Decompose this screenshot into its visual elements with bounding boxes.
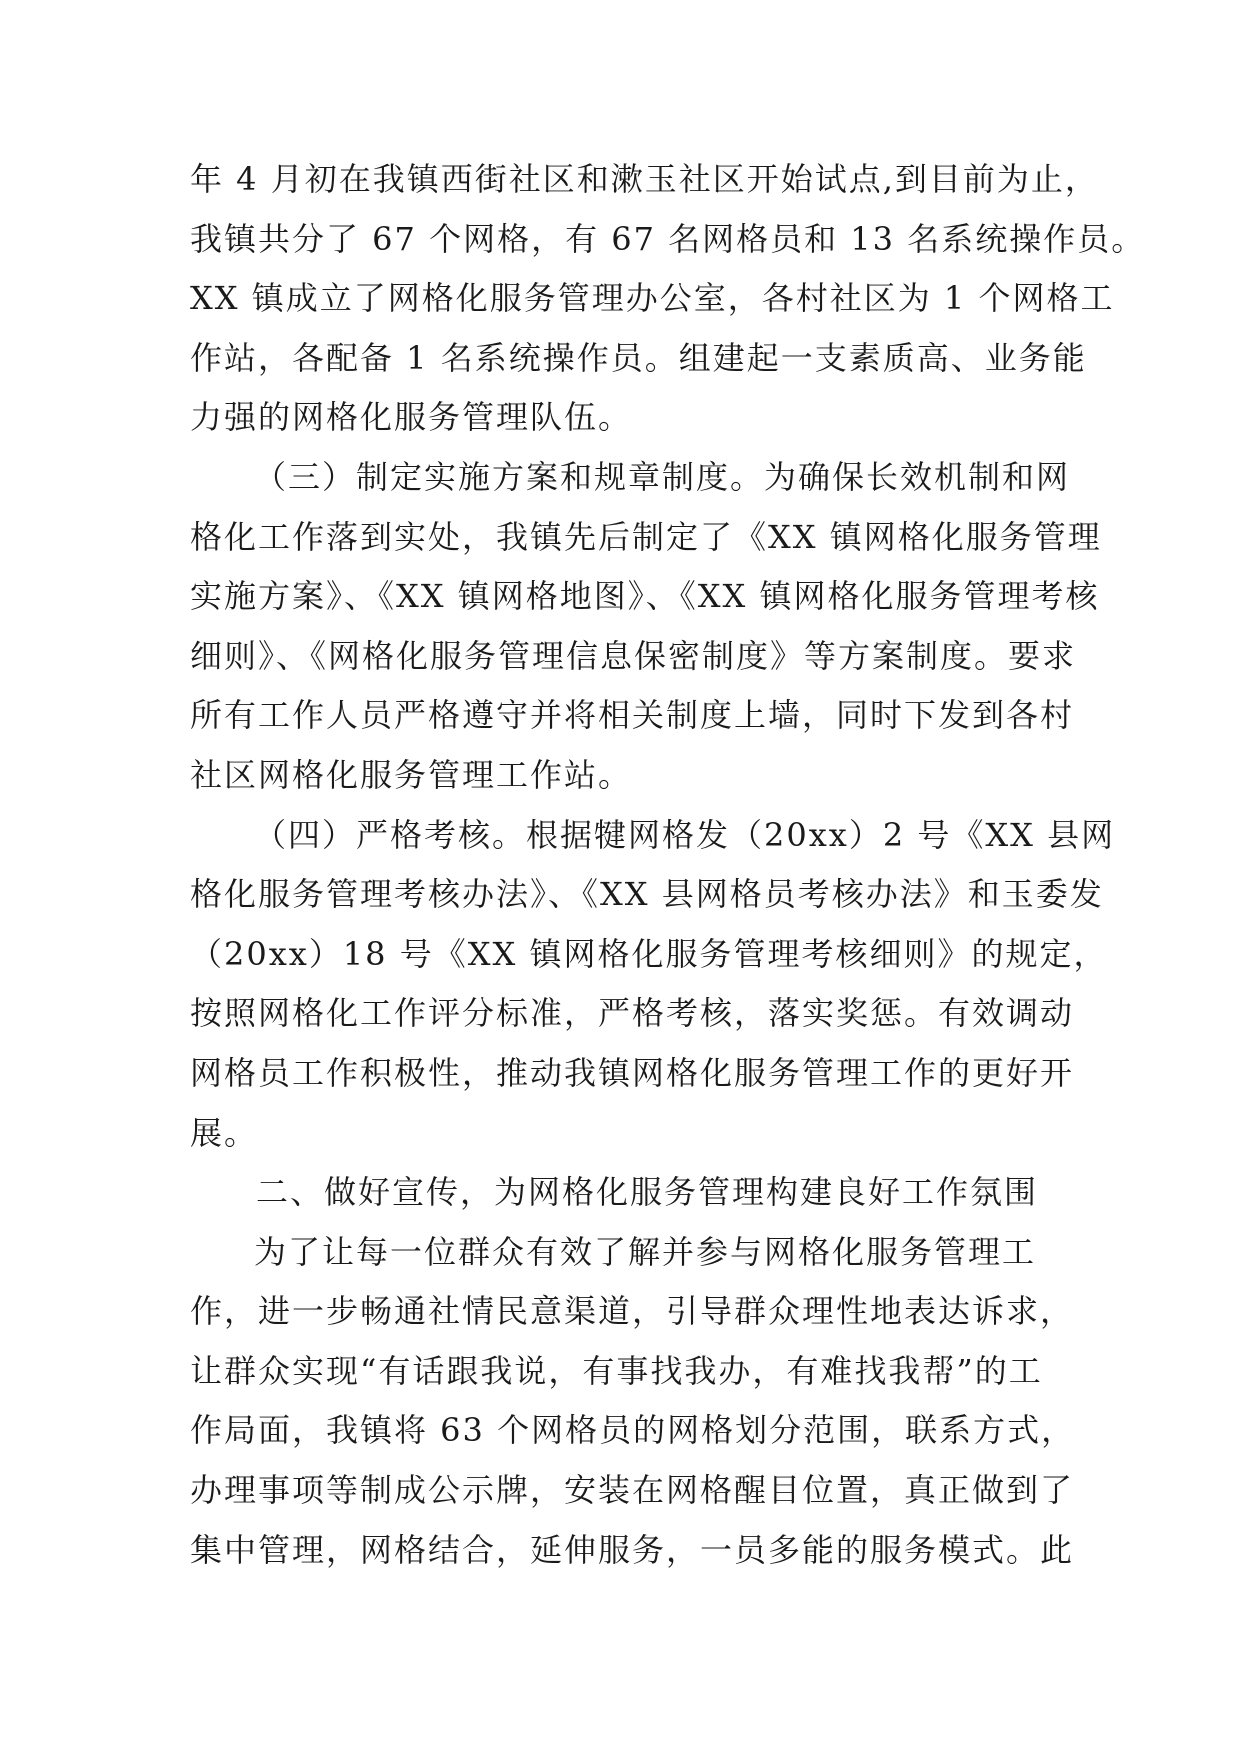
body-line: 按照网格化工作评分标准，严格考核，落实奖惩。有效调动 [190,994,1075,1033]
body-line: 社区网格化服务管理工作站。 [190,755,633,794]
body-line: 所有工作人员严格遵守并将相关制度上墙，同时下发到各村 [190,696,1075,735]
body-line: 作站，各配备 1 名系统操作员。组建起一支素质高、业务能 [190,338,1087,377]
section-two-heading: 二、做好宣传，为网格化服务管理构建良好工作氛围 [256,1173,1039,1212]
body-line: 实施方案》、《XX 镇网格地图》、《XX 镇网格化服务管理考核 [190,577,1100,616]
document-body [190,150,1146,1580]
body-line: 年 4 月初在我镇西街社区和漱玉社区开始试点,到目前为止， [190,160,1099,198]
body-line: 作局面，我镇将 63 个网格员的网格划分范围，联系方式， [190,1411,1076,1450]
paragraph-start-line: 为了让每一位群众有效了解并参与网格化服务管理工 [254,1232,1037,1271]
body-line: 展。 [190,1113,259,1152]
body-line: 让群众实现“有话跟我说，有事找我办，有难找我帮”的工 [190,1351,1043,1390]
body-line: （20xx）18 号《XX 镇网格化服务管理考核细则》的规定， [190,934,1108,973]
body-line: 办理事项等制成公示牌，安装在网格醒目位置，真正做到了 [190,1471,1075,1510]
body-line: 我镇共分了 67 个网格，有 67 名网格员和 13 名系统操作员。 [190,219,1146,258]
body-line: XX 镇成立了网格化服务管理办公室，各村社区为 1 个网格工 [190,279,1115,318]
body-line: 作，进一步畅通社情民意渠道，引导群众理性地表达诉求， [190,1292,1075,1331]
body-line: 集中管理，网格结合，延伸服务，一员多能的服务模式。此 [190,1530,1075,1569]
body-line: 力强的网格化服务管理队伍。 [190,398,633,437]
body-line: 网格员工作积极性，推动我镇网格化服务管理工作的更好开 [190,1053,1075,1092]
section-four-heading-line: （四）严格考核。根据犍网格发（20xx）2 号《XX 县网 [254,815,1116,854]
body-line: 细则》、《网格化服务管理信息保密制度》等方案制度。要求 [190,636,1077,675]
section-three-heading-line: （三）制定实施方案和规章制度。为确保长效机制和网 [254,457,1071,496]
body-line: 格化服务管理考核办法》、《XX 县网格员考核办法》和玉委发 [190,875,1104,914]
body-line: 格化工作落到实处，我镇先后制定了《XX 镇网格化服务管理 [190,517,1102,556]
